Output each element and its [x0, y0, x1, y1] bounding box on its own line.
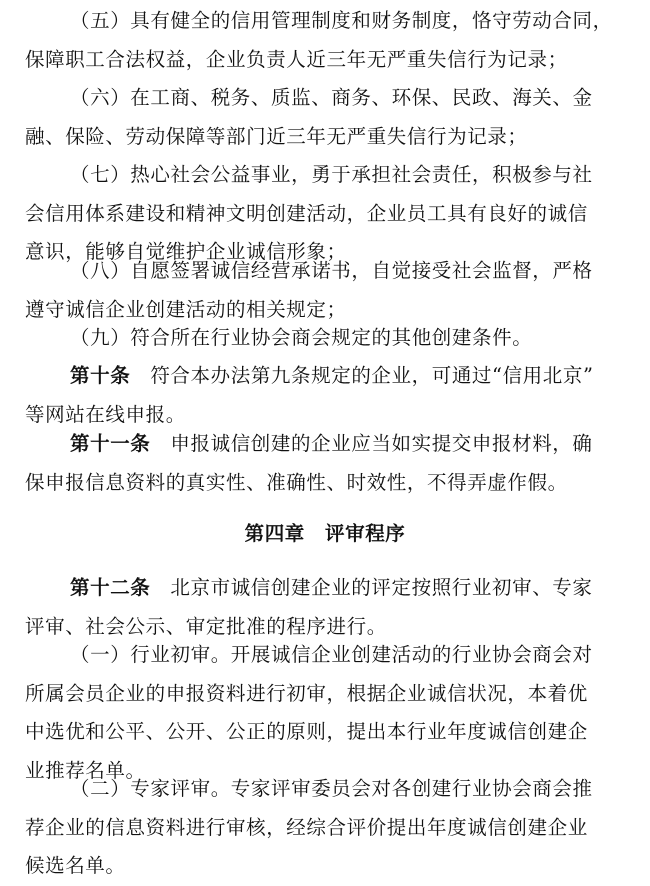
procedure-step-1-line-1: （一）行业初审。开展诚信企业创建活动的行业协会商会对: [70, 643, 593, 666]
article-12: [0, 569, 650, 646]
clause-item-8-line-1: （八）自愿签署诚信经营承诺书，自觉接受社会监督，严格: [70, 259, 593, 282]
article-10-label: 第十条: [70, 364, 131, 387]
clause-item-9: [0, 319, 650, 358]
article-10: [0, 357, 650, 434]
article-11-label: 第十一条: [70, 432, 151, 455]
clause-item-5-line-2: 保障职工合法权益，企业负责人近三年无严重失信行为记录；: [25, 47, 568, 71]
procedure-step-1-line-3: 中选优和公平、公开、公正的原则，提出本行业年度诚信创建企: [25, 720, 588, 743]
article-11-line-1: [0, 425, 650, 464]
clause-item-7-line-3: 意识，能够自觉维护企业诚信形象；: [25, 240, 347, 263]
clause-item-5-line-1: （五）具有健全的信用管理制度和财务制度，恪守劳动合同，: [70, 9, 613, 32]
article-10-line-1: [0, 357, 650, 396]
procedure-step-2-line-1: （二）专家评审。专家评审委员会对各创建行业协会商会推: [70, 777, 593, 800]
clause-item-5: [0, 2, 650, 79]
clause-item-8: [0, 252, 650, 329]
article-12-label: 第十二条: [70, 576, 151, 599]
clause-item-7-line-1: （七）热心社会公益事业，勇于承担社会责任，积极参与社: [70, 163, 593, 186]
procedure-step-1: [0, 636, 650, 790]
procedure-step-2-line-2: 荐企业的信息资料进行审核，经综合评价提出年度诚信创建企业: [25, 815, 588, 839]
procedure-step-2: [0, 770, 650, 886]
clause-item-8-line-2: 遵守诚信企业创建活动的相关规定；: [25, 297, 347, 321]
procedure-step-1-line-4: 业推荐名单。: [25, 758, 146, 782]
article-12-line-1: [0, 569, 650, 608]
article-10-text: 符合本办法第九条规定的企业，可通过“信用北京”: [150, 364, 594, 387]
procedure-step-1-line-2: 所属会员企业的申报资料进行初审，根据企业诚信状况，本着优: [25, 681, 588, 705]
clause-item-6: [0, 79, 650, 156]
article-11-line-2: 保申报信息资料的真实性、准确性、时效性，不得弄虚作假。: [25, 470, 568, 494]
procedure-step-2-line-3: 候选名单。: [25, 854, 126, 877]
clause-item-9-line-1: （九）符合所在行业协会商会规定的其他创建条件。: [70, 326, 533, 349]
article-11: [0, 425, 650, 502]
clause-item-7-line-2: 会信用体系建设和精神文明创建活动，企业员工具有良好的诚信: [25, 201, 588, 225]
article-12-line-2: 评审、社会公示、审定批准的程序进行。: [25, 614, 387, 638]
article-11-text: 申报诚信创建的企业应当如实提交申报材料，确: [170, 432, 593, 455]
article-12-text: 北京市诚信创建企业的评定按照行业初审、专家: [170, 576, 593, 599]
chapter-heading: 第四章 评审程序: [244, 522, 406, 545]
clause-item-6-line-2: 融、保险、劳动保障等部门近三年无严重失信行为记录；: [25, 124, 528, 148]
article-10-line-2: 等网站在线申报。: [25, 402, 186, 426]
clause-item-6-line-1: （六）在工商、税务、质监、商务、环保、民政、海关、金: [70, 86, 593, 109]
